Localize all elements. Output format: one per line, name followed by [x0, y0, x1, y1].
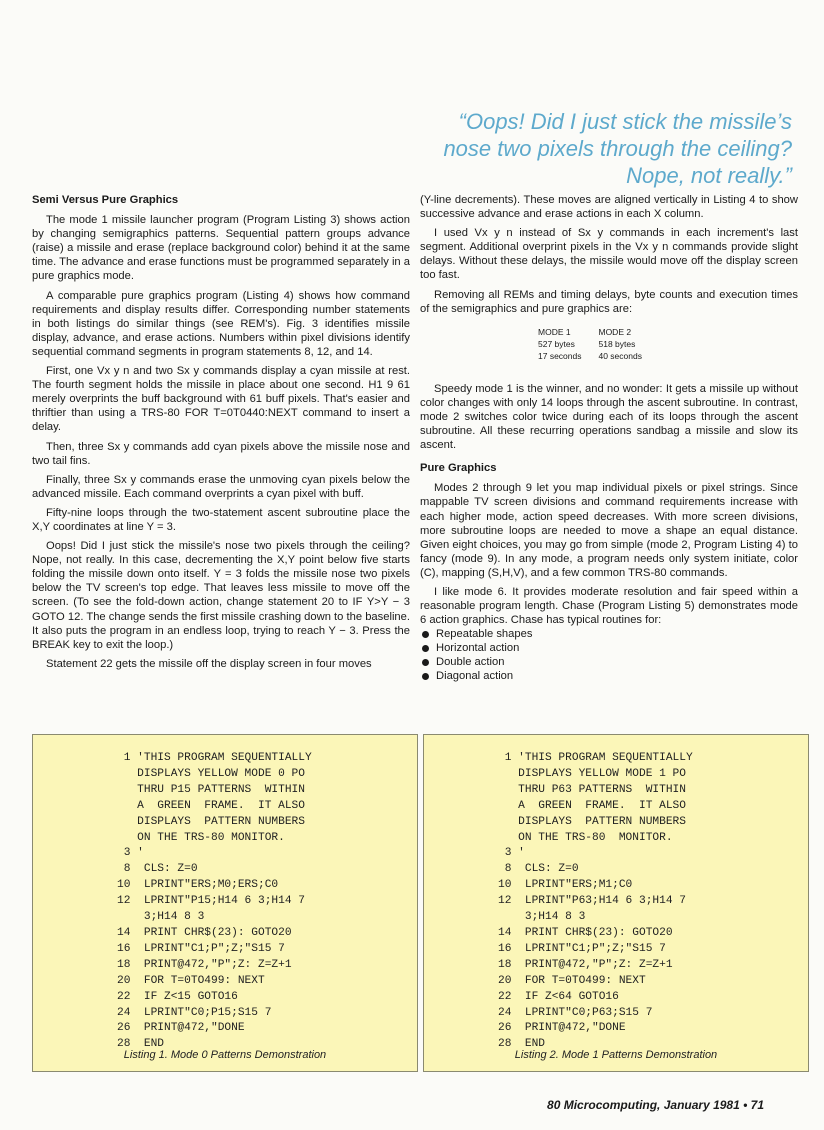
section-heading: Pure Graphics — [420, 462, 497, 475]
pull-quote-line: “Oops! Did I just stick the missile’s — [458, 109, 792, 134]
code-line: 28 END — [498, 1038, 545, 1051]
listing-2-box — [423, 734, 809, 1072]
table-row — [538, 338, 659, 350]
code-line: 10 LPRINT"ERS;M0;ERS;C0 — [117, 879, 279, 892]
code-line: A GREEN FRAME. IT ALSO — [498, 799, 686, 812]
code-line: 3;H14 8 3 — [117, 911, 205, 924]
table-cell: 17 seconds — [538, 350, 582, 361]
code-line: DISPLAYS YELLOW MODE 1 PO — [498, 767, 686, 780]
code-line: 22 IF Z<64 GOTO16 — [498, 990, 619, 1003]
paragraph: A comparable pure graphics program (Listing 4) shows how command requirements and display results differ. Corresponding number statements in both listings do similar things (see REM's). Fig. 3 identifies missile display, advance, and erase actions. Numbers within pixel divisions identify sequential command segments in program statements 8, 12, and 14. — [32, 289, 410, 358]
code-line: 28 END — [117, 1038, 164, 1051]
table-cell: 527 bytes — [538, 338, 575, 349]
paragraph: First, one Vx y n and two Sx y commands display a cyan missile at rest. The fourth segment holds the missile in place about one second. H1 9 61 merely overprints the buff background with 61 buff pixels. That's easier and thriftier than using a TRS-80 FOR T=0T0440:NEXT command to insert a delay. — [32, 365, 410, 434]
code-line: 24 LPRINT"C0;P63;S15 7 — [498, 1006, 653, 1019]
table-cell: MODE 2 — [598, 326, 632, 337]
code-line: 16 LPRINT"C1;P";Z;"S15 7 — [498, 942, 666, 955]
code-line: 8 CLS: Z=0 — [117, 863, 198, 876]
code-line: 20 FOR T=0TO499: NEXT — [117, 974, 265, 987]
section-heading: Semi Versus Pure Graphics — [32, 194, 179, 206]
table-cell: 518 bytes — [598, 338, 636, 349]
paragraph: Removing all REMs and timing delays, byte counts and execution times of the semigraphics and pure graphics are: — [420, 288, 798, 315]
list-item: Double action — [420, 655, 798, 669]
paragraph: I like mode 6. It provides moderate resolution and fair speed within a reasonable program length. Chase (Program Listing 5) demonstrates mode 6 action graphics. Chase has typical routines for: — [420, 585, 798, 627]
right-column — [420, 193, 798, 683]
paragraph: Finally, three Sx y commands erase the unmoving cyan pixels below the advanced missile. Each command overprints a cyan pixel with buff. — [32, 473, 410, 500]
code-line: 1 'THIS PROGRAM SEQUENTIALLY — [117, 752, 312, 764]
code-line: DISPLAYS PATTERN NUMBERS — [117, 815, 305, 828]
table-row — [538, 350, 659, 362]
pull-quote-line: Nope, not really.” — [626, 163, 792, 188]
paragraph: Fifty-nine loops through the two-statement ascent subroutine place the X,Y coordinates at line Y = 3. — [32, 506, 410, 533]
pull-quote-line: nose two pixels through the ceiling? — [443, 136, 792, 161]
code-line: 10 LPRINT"ERS;M1;C0 — [498, 879, 633, 892]
code-line: 18 PRINT@472,"P";Z: Z=Z+1 — [498, 958, 673, 971]
paragraph: I used Vx y n instead of Sx y commands in each increment's last segment. Additional overprint pixels in the Vx y n commands provide slight delays. Without these delays, the missile would move off the display screen too fast. — [420, 227, 798, 282]
bullet-list — [420, 627, 798, 683]
list-item: Diagonal action — [420, 669, 798, 683]
code-line: 26 PRINT@472,"DONE — [498, 1022, 626, 1035]
code-line: DISPLAYS PATTERN NUMBERS — [498, 815, 686, 828]
paragraph: Oops! Did I just stick the missile's nose two pixels through the ceiling? Nope, not really. In this case, decrementing the X,Y point below five starts folding the missile down onto itself. Y = 3 folds the missile nose two pixels below the TV screen's top edge. That leaves less missile to move off the screen. (To see the fold-down action, change statement 20 to IF Y>Y − 3 GOTO 12. The change sends the first missile crashing down to the baseline. It also puts the program in an endless loop, trying to reach Y − 3. Press the BREAK key to exit the loop.) — [32, 540, 410, 651]
listing-1-code — [117, 751, 312, 1053]
code-line: 1 'THIS PROGRAM SEQUENTIALLY — [498, 752, 693, 764]
paragraph: Statement 22 gets the missile off the display screen in four moves — [46, 657, 372, 670]
table-cell: MODE 1 — [538, 326, 571, 337]
code-line: 14 PRINT CHR$(23): GOTO20 — [117, 926, 292, 939]
code-line: 3 ' — [117, 847, 144, 860]
code-line: 16 LPRINT"C1;P";Z;"S15 7 — [117, 942, 285, 955]
code-line: DISPLAYS YELLOW MODE 0 PO — [117, 767, 305, 780]
paragraph: The mode 1 missile launcher program (Program Listing 3) shows action by changing semigraphics patterns. Sequential pattern groups advance (raise) a missile and erase (replace background color) behind it at the same time. The advance and erase functions must be programmed separately in a pure graphics mode. — [32, 214, 410, 283]
list-item: Repeatable shapes — [420, 627, 798, 641]
code-line: 8 CLS: Z=0 — [498, 863, 579, 876]
paragraph: Modes 2 through 9 let you map individual pixels or pixel strings. Since mappable TV screen divisions and command requirements increase with each higher mode, action speed decreases. With more screen divisions, more subroutine loops are needed to move a shape an equal distance. Given eight choices, you may go from simple (mode 2, Program Listing 4) to fancy (mode 9). In any mode, a program needs only system initiate, color (C), mapping (S,H,V), and a few common TRS-80 commands. — [420, 482, 798, 579]
code-line: 24 LPRINT"C0;P15;S15 7 — [117, 1006, 272, 1019]
code-line: 12 LPRINT"P63;H14 6 3;H14 7 — [498, 895, 686, 908]
paragraph: Then, three Sx y commands add cyan pixels above the missile nose and two tail fins. — [32, 440, 410, 467]
table-cell: 40 seconds — [598, 350, 642, 361]
paragraph: (Y-line decrements). These moves are aligned vertically in Listing 4 to show successive advance and erase actions in each X column. — [420, 194, 798, 221]
listing-2-code — [498, 751, 693, 1053]
code-line: ON THE TRS-80 MONITOR. — [117, 831, 285, 844]
code-line: 22 IF Z<15 GOTO16 — [117, 990, 238, 1003]
code-line: 3;H14 8 3 — [498, 911, 586, 924]
code-line: 14 PRINT CHR$(23): GOTO20 — [498, 926, 673, 939]
left-column — [32, 193, 410, 676]
paragraph: Speedy mode 1 is the winner, and no wonder: It gets a missile up without color changes with only 14 loops through the ascent subroutine. In contrast, mode 2 switches color twice during each of its loops through the ascent subroutine. All these recurring operations sandbag a missile and slow its ascent. — [420, 382, 798, 452]
listing-1-box — [32, 734, 418, 1072]
listing-2-caption: Listing 2. Mode 1 Patterns Demonstration — [514, 1049, 718, 1061]
listing-1-caption: Listing 1. Mode 0 Patterns Demonstration — [123, 1049, 327, 1061]
code-line: 26 PRINT@472,"DONE — [117, 1022, 245, 1035]
pull-quote — [420, 108, 792, 189]
code-line: 3 ' — [498, 847, 525, 860]
code-line: ON THE TRS-80 MONITOR. — [498, 831, 673, 844]
modes-comparison-table — [538, 326, 798, 362]
code-line: 18 PRINT@472,"P";Z: Z=Z+1 — [117, 958, 292, 971]
code-line: 12 LPRINT"P15;H14 6 3;H14 7 — [117, 895, 305, 908]
list-item: Horizontal action — [420, 641, 798, 655]
table-row — [538, 326, 659, 338]
page-footer: 80 Microcomputing, January 1981 • 71 — [547, 1098, 764, 1112]
code-line: 20 FOR T=0TO499: NEXT — [498, 974, 646, 987]
code-line: THRU P15 PATTERNS WITHIN — [117, 783, 305, 796]
code-line: A GREEN FRAME. IT ALSO — [117, 799, 305, 812]
code-line: THRU P63 PATTERNS WITHIN — [498, 783, 686, 796]
